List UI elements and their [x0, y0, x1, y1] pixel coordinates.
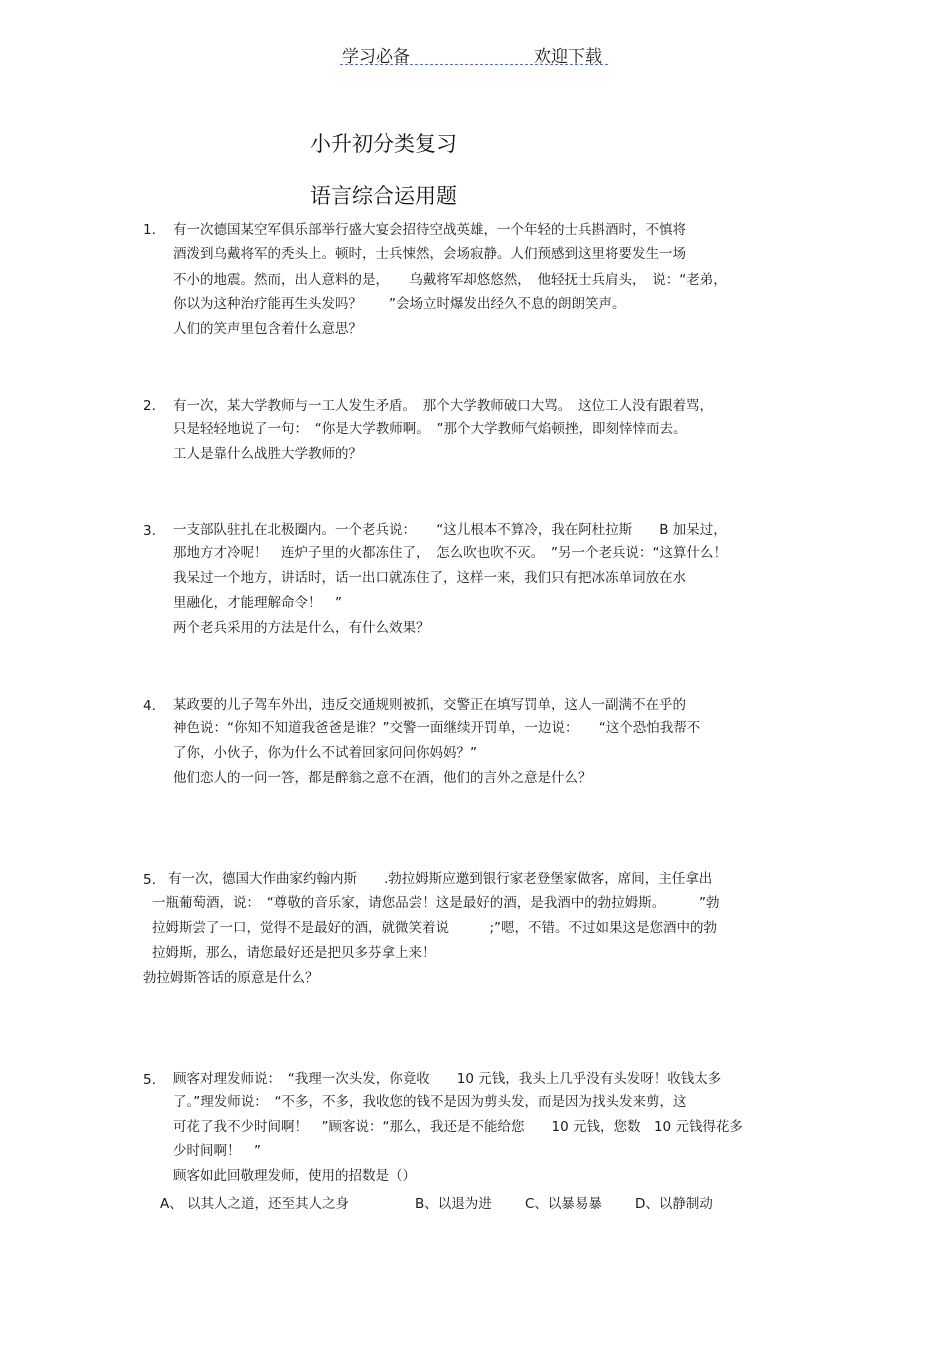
question-line: 不小的地震。然而，出人意料的是， 乌戴将军却悠悠然， 他轻抚士兵肩头， 说：“老弟， — [173, 272, 727, 288]
question-prompt: 工人是靠什么战胜大学教师的？ — [173, 446, 362, 462]
question-line: 某政要的儿子驾车外出，违反交通规则被抓，交警正在填写罚单，这人一副满不在乎的 — [173, 697, 686, 713]
question-line: 里融化，才能理解命令！ ” — [173, 595, 342, 611]
question-number: 4. — [143, 698, 156, 714]
question-line: 了。”理发师说： “不多，不多，我收您的钱不是因为剪头发，而是因为找头发来剪，这 — [173, 1094, 687, 1110]
page-subtitle: 语言综合运用题 — [310, 184, 457, 208]
question-number: 1. — [143, 222, 156, 238]
question-number: 5. — [143, 872, 156, 888]
option-a: A、 以其人之道，还至其人之身 — [160, 1196, 350, 1212]
question-number: 5. — [143, 1072, 156, 1088]
option-d: D、以静制动 — [635, 1196, 713, 1212]
question-line: 有一次德国某空军俱乐部举行盛大宴会招待空战英雄，一个年轻的士兵斟酒时，不慎将 — [173, 222, 686, 238]
question-line: 顾客对理发师说： “我理一次头发，你竟收 10 元钱，我头上几乎没有头发呀！收钱太多 — [173, 1071, 722, 1087]
question-line: 可花了我不少时间啊！ ”顾客说：“那么，我还是不能给您 10 元钱，您数 10 元钱得花多 — [173, 1119, 743, 1135]
question-line: 酒泼到乌戴将军的秃头上。顿时，士兵悚然，会场寂静。人们预感到这里将要发生一场 — [173, 246, 686, 262]
question-line: 只是轻轻地说了一句： “你是大学教师啊。 ”那个大学教师气焰顿挫，即刻悻悻而去。 — [173, 421, 687, 437]
question-line: 少时间啊！ ” — [173, 1143, 261, 1159]
option-c: C、以暴易暴 — [525, 1196, 602, 1212]
header-right: 欢迎下载 — [534, 47, 602, 67]
question-prompt: 顾客如此回敬理发师，使用的招数是（） — [173, 1168, 416, 1184]
question-line: 一瓶葡萄酒，说： “尊敬的音乐家，请您品尝！这是最好的酒，是我酒中的勃拉姆斯。 ”勃 — [152, 895, 720, 911]
question-line: 一支部队驻扎在北极圈内。一个老兵说： “这儿根本不算冷，我在阿杜拉斯 B 加呆过， — [173, 522, 727, 538]
page-title: 小升初分类复习 — [310, 132, 457, 156]
question-prompt: 勃拉姆斯答话的原意是什么？ — [143, 970, 319, 986]
question-line: 有一次，德国大作曲家约翰内斯 .勃拉姆斯应邀到银行家老登堡家做客，席间，主任拿出 — [168, 871, 713, 887]
question-number: 3. — [143, 523, 156, 539]
question-line: 那地方才冷呢！ 连炉子里的火都冻住了， 怎么吹也吹不灭。 ”另一个老兵说：“这算什么！ — [173, 545, 727, 561]
question-line: 拉姆斯尝了一口，觉得不是最好的酒，就微笑着说 ;”嗯，不错。不过如果这是您酒中的勃 — [152, 920, 718, 936]
question-line: 拉姆斯，那么，请您最好还是把贝多芬拿上来！ — [152, 945, 436, 961]
question-line: 我呆过一个地方，讲话时，话一出口就冻住了，这样一来，我们只有把冰冻单词放在水 — [173, 570, 686, 586]
question-line: 你以为这种治疗能再生头发吗？ ”会场立时爆发出经久不息的朗朗笑声。 — [173, 296, 626, 312]
question-prompt: 两个老兵采用的方法是什么，有什么效果？ — [173, 620, 430, 636]
question-line: 有一次，某大学教师与一工人发生矛盾。 那个大学教师破口大骂。 这位工人没有跟着骂， — [173, 398, 713, 414]
header-left: 学习必备 — [342, 47, 410, 67]
header-divider — [340, 64, 608, 65]
question-prompt: 人们的笑声里包含着什么意思？ — [173, 321, 362, 337]
question-line: 了你，小伙子，你为什么不试着回家问问你妈妈？” — [173, 745, 477, 761]
question-line: 神色说：“你知不知道我爸爸是谁？”交警一面继续开罚单，一边说： “这个恐怕我帮不 — [173, 720, 701, 736]
option-b: B、以退为进 — [415, 1196, 492, 1212]
question-number: 2. — [143, 398, 156, 414]
question-prompt: 他们恋人的一问一答，都是醉翁之意不在酒，他们的言外之意是什么？ — [173, 770, 592, 786]
